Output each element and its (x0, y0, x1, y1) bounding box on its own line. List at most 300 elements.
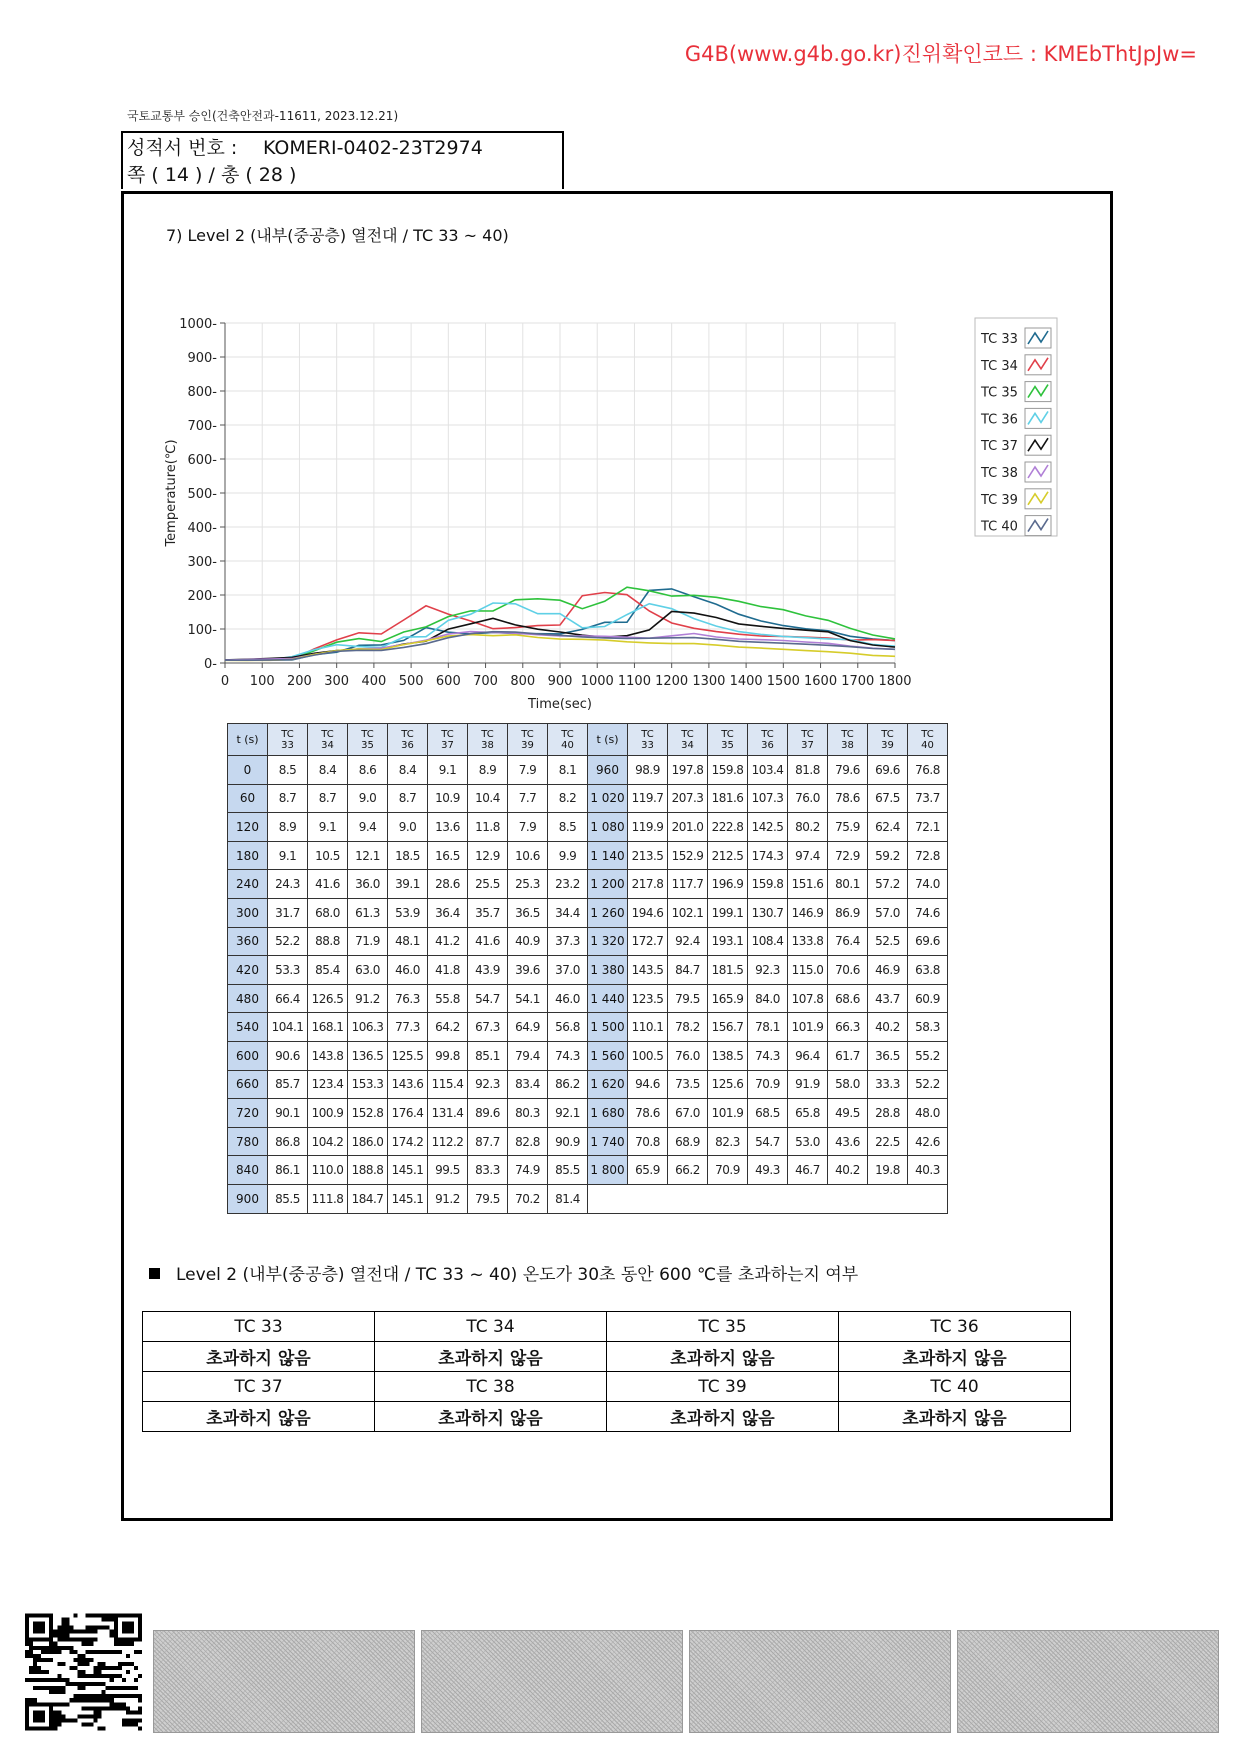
value-cell: 66.3 (828, 1013, 868, 1042)
value-cell: 76.3 (388, 984, 428, 1013)
time-cell: 1 800 (588, 1156, 628, 1185)
value-cell: 61.7 (828, 1041, 868, 1070)
time-cell: 1 440 (588, 984, 628, 1013)
qr-module (134, 1694, 138, 1698)
value-cell: 40.2 (868, 1013, 908, 1042)
qr-module (81, 1654, 85, 1658)
qr-module (49, 1678, 53, 1682)
qr-module (110, 1686, 114, 1690)
qr-module (65, 1622, 69, 1626)
value-cell: 111.8 (308, 1184, 348, 1213)
time-cell: 0 (228, 756, 268, 785)
y-tick-label: 0- (204, 657, 217, 672)
qr-module (130, 1710, 134, 1714)
qr-module (61, 1638, 65, 1642)
qr-module (134, 1718, 138, 1722)
value-cell: 83.4 (508, 1070, 548, 1099)
qr-module (98, 1666, 102, 1670)
tc-header: TC 35 (348, 724, 388, 756)
page-info: 쪽 ( 14 ) / 총 ( 28 ) (127, 164, 297, 186)
qr-module (57, 1646, 61, 1650)
qr-module (65, 1678, 69, 1682)
value-cell: 76.0 (788, 784, 828, 813)
qr-module (29, 1650, 33, 1654)
value-cell: 100.9 (308, 1099, 348, 1128)
qr-module (106, 1694, 110, 1698)
value-cell: 91.2 (428, 1184, 468, 1213)
value-cell: 125.5 (388, 1041, 428, 1070)
value-cell: 76.4 (828, 927, 868, 956)
time-cell: 900 (228, 1184, 268, 1213)
qr-module (118, 1702, 122, 1706)
value-cell: 8.9 (268, 813, 308, 842)
value-cell: 25.5 (468, 870, 508, 899)
qr-module (98, 1626, 102, 1630)
qr-module (126, 1662, 130, 1666)
result-tc-label: TC 33 (143, 1312, 375, 1342)
qr-module (65, 1634, 69, 1638)
tc-header: TC 36 (388, 724, 428, 756)
qr-module (61, 1626, 65, 1630)
qr-module (61, 1678, 65, 1682)
value-cell: 104.2 (308, 1127, 348, 1156)
value-cell: 70.2 (508, 1184, 548, 1213)
y-tick-label: 700- (187, 419, 217, 434)
qr-module (134, 1722, 138, 1726)
value-cell: 100.5 (628, 1041, 668, 1070)
report-no-label: 성적서 번호 : (127, 137, 238, 159)
qr-module (61, 1646, 65, 1650)
x-tick-label: 700 (473, 674, 498, 689)
qr-module (45, 1650, 49, 1654)
qr-module (94, 1650, 98, 1654)
value-cell: 91.2 (348, 984, 388, 1013)
value-cell: 10.9 (428, 784, 468, 813)
value-cell: 77.3 (388, 1013, 428, 1042)
time-cell: 660 (228, 1070, 268, 1099)
qr-module (65, 1702, 69, 1706)
value-cell: 46.0 (548, 984, 588, 1013)
x-tick-label: 300 (324, 674, 350, 689)
value-cell: 92.3 (748, 956, 788, 985)
value-cell: 145.1 (388, 1156, 428, 1185)
table-row (228, 1013, 948, 1042)
value-cell: 57.0 (868, 898, 908, 927)
value-cell: 10.5 (308, 841, 348, 870)
qr-module (106, 1666, 110, 1670)
qr-module (98, 1710, 102, 1714)
qr-module (94, 1710, 98, 1714)
x-tick-label: 1500 (766, 674, 800, 689)
value-cell: 68.6 (828, 984, 868, 1013)
time-cell: 240 (228, 870, 268, 899)
qr-module (41, 1670, 45, 1674)
qr-module (73, 1682, 77, 1686)
qr-module (106, 1698, 110, 1702)
qr-module (138, 1698, 142, 1702)
value-cell: 70.6 (828, 956, 868, 985)
result-tc-label: TC 39 (607, 1372, 839, 1402)
value-cell: 41.2 (428, 927, 468, 956)
qr-module (57, 1662, 61, 1666)
result-value: 초과하지 않음 (607, 1342, 839, 1372)
qr-module (57, 1630, 61, 1634)
qr-module (86, 1638, 90, 1642)
value-cell: 70.9 (708, 1156, 748, 1185)
time-cell: 600 (228, 1041, 268, 1070)
value-cell: 174.2 (388, 1127, 428, 1156)
value-cell: 57.2 (868, 870, 908, 899)
qr-module (53, 1722, 57, 1726)
qr-module (130, 1718, 134, 1722)
qr-module (90, 1694, 94, 1698)
value-cell: 102.1 (668, 898, 708, 927)
table-row (228, 784, 948, 813)
qr-module (118, 1706, 122, 1710)
time-cell: 1 080 (588, 813, 628, 842)
value-cell: 85.7 (268, 1070, 308, 1099)
value-cell: 217.8 (628, 870, 668, 899)
qr-module (118, 1650, 122, 1654)
value-cell: 8.6 (348, 756, 388, 785)
qr-module (25, 1654, 29, 1658)
y-tick-label: 600- (187, 453, 217, 468)
qr-module (134, 1666, 138, 1670)
qr-module (110, 1614, 114, 1618)
qr-module (65, 1682, 69, 1686)
x-tick-label: 0 (220, 674, 230, 689)
value-cell: 79.4 (508, 1041, 548, 1070)
qr-module (126, 1670, 130, 1674)
x-tick-label: 1300 (692, 674, 726, 689)
result-value: 초과하지 않음 (839, 1402, 1071, 1432)
value-cell: 104.1 (268, 1013, 308, 1042)
qr-module (130, 1662, 134, 1666)
qr-module (130, 1642, 134, 1646)
qr-module (69, 1630, 73, 1634)
table-row (228, 1070, 948, 1099)
table-row (228, 756, 948, 785)
table-row (228, 898, 948, 927)
value-cell: 46.9 (868, 956, 908, 985)
result-value: 초과하지 않음 (839, 1342, 1071, 1372)
value-cell: 88.8 (308, 927, 348, 956)
qr-module (86, 1714, 90, 1718)
value-cell: 188.8 (348, 1156, 388, 1185)
qr-module (29, 1698, 33, 1702)
qr-module (57, 1650, 61, 1654)
qr-module (98, 1662, 102, 1666)
value-cell: 119.7 (628, 784, 668, 813)
qr-module (90, 1642, 94, 1646)
value-cell: 89.6 (468, 1099, 508, 1128)
qr-module (90, 1682, 94, 1686)
legend-label: TC 34 (981, 358, 1018, 374)
value-cell: 22.5 (868, 1127, 908, 1156)
value-cell: 143.6 (388, 1070, 428, 1099)
value-cell: 59.2 (868, 841, 908, 870)
value-cell: 119.9 (628, 813, 668, 842)
qr-module (110, 1698, 114, 1702)
result-tc-label: TC 36 (839, 1312, 1071, 1342)
value-cell: 207.3 (668, 784, 708, 813)
qr-module (130, 1694, 134, 1698)
x-tick-label: 800 (510, 674, 536, 689)
value-cell: 64.2 (428, 1013, 468, 1042)
qr-module (118, 1642, 122, 1646)
value-cell: 43.7 (868, 984, 908, 1013)
y-axis-label: Temperature(℃) (164, 439, 179, 547)
value-cell: 143.8 (308, 1041, 348, 1070)
result-tc-label: TC 35 (607, 1312, 839, 1342)
qr-module (49, 1686, 53, 1690)
qr-module (33, 1662, 37, 1666)
value-cell: 74.9 (508, 1156, 548, 1185)
value-cell: 79.5 (468, 1184, 508, 1213)
qr-module (73, 1694, 77, 1698)
qr-module (77, 1714, 81, 1718)
qr-module (94, 1614, 98, 1618)
value-cell: 186.0 (348, 1127, 388, 1156)
qr-module (45, 1646, 49, 1650)
qr-module (138, 1706, 142, 1710)
value-cell: 72.8 (908, 841, 948, 870)
tc-header: TC 39 (508, 724, 548, 756)
value-cell: 72.9 (828, 841, 868, 870)
qr-module (126, 1642, 130, 1646)
value-cell: 49.5 (828, 1099, 868, 1128)
qr-module (122, 1706, 126, 1710)
value-cell: 48.1 (388, 927, 428, 956)
time-cell: 1 020 (588, 784, 628, 813)
qr-module (110, 1678, 114, 1682)
qr-module (77, 1654, 81, 1658)
qr-module (126, 1694, 130, 1698)
x-tick-label: 1200 (655, 674, 689, 689)
qr-module (106, 1674, 110, 1678)
qr-module (81, 1630, 85, 1634)
value-cell: 85.4 (308, 956, 348, 985)
qr-module (29, 1678, 33, 1682)
value-cell: 174.3 (748, 841, 788, 870)
value-cell: 49.3 (748, 1156, 788, 1185)
value-cell: 52.2 (908, 1070, 948, 1099)
qr-module (94, 1638, 98, 1642)
value-cell: 159.8 (748, 870, 788, 899)
qr-module (61, 1630, 65, 1634)
qr-module (65, 1630, 69, 1634)
tc-header: TC 33 (628, 724, 668, 756)
tc-header: TC 37 (428, 724, 468, 756)
table-row (228, 927, 948, 956)
section-title: 7) Level 2 (내부(중공층) 열전대 / TC 33 ~ 40) (166, 226, 509, 245)
value-cell: 73.7 (908, 784, 948, 813)
y-tick-label: 900- (187, 351, 217, 366)
qr-module (41, 1658, 45, 1662)
value-cell: 86.9 (828, 898, 868, 927)
value-cell: 8.7 (308, 784, 348, 813)
value-cell: 78.6 (828, 784, 868, 813)
qr-module (126, 1710, 130, 1714)
value-cell: 8.7 (268, 784, 308, 813)
qr-module (122, 1662, 126, 1666)
x-tick-label: 500 (398, 674, 424, 689)
value-cell: 117.7 (668, 870, 708, 899)
value-cell: 212.5 (708, 841, 748, 870)
value-cell: 66.2 (668, 1156, 708, 1185)
qr-module (138, 1718, 142, 1722)
qr-module (33, 1658, 37, 1662)
value-cell: 80.2 (788, 813, 828, 842)
table-row (228, 870, 948, 899)
value-cell: 19.8 (868, 1156, 908, 1185)
legend-label: TC 33 (981, 332, 1018, 347)
qr-module (138, 1710, 142, 1714)
qr-module (130, 1686, 134, 1690)
qr-module (45, 1686, 49, 1690)
qr-module (37, 1646, 41, 1650)
value-cell: 181.5 (708, 956, 748, 985)
y-tick-label: 800- (187, 385, 217, 400)
qr-module (134, 1710, 138, 1714)
temperature-chart (155, 305, 1065, 719)
value-cell: 34.4 (548, 898, 588, 927)
data-table (227, 723, 948, 1214)
qr-module (94, 1682, 98, 1686)
value-cell: 72.1 (908, 813, 948, 842)
time-cell: 1 620 (588, 1070, 628, 1099)
value-cell: 152.8 (348, 1099, 388, 1128)
qr-module (102, 1690, 106, 1694)
qr-module (94, 1698, 98, 1702)
qr-module (37, 1670, 41, 1674)
result-value: 초과하지 않음 (607, 1402, 839, 1432)
value-cell: 10.6 (508, 841, 548, 870)
value-cell: 85.5 (548, 1156, 588, 1185)
value-cell: 136.5 (348, 1041, 388, 1070)
qr-module (37, 1666, 41, 1670)
value-cell: 92.3 (468, 1070, 508, 1099)
value-cell: 36.0 (348, 870, 388, 899)
value-cell: 39.6 (508, 956, 548, 985)
value-cell: 24.3 (268, 870, 308, 899)
time-cell: 60 (228, 784, 268, 813)
value-cell: 84.7 (668, 956, 708, 985)
qr-module (57, 1634, 61, 1638)
qr-module (25, 1698, 29, 1702)
qr-module (102, 1662, 106, 1666)
security-pattern-3 (689, 1630, 951, 1733)
value-cell: 9.1 (308, 813, 348, 842)
qr-module (90, 1722, 94, 1726)
legend-label: TC 38 (981, 466, 1018, 481)
value-cell: 84.0 (748, 984, 788, 1013)
qr-module (102, 1626, 106, 1630)
value-cell: 86.8 (268, 1127, 308, 1156)
qr-module (57, 1678, 61, 1682)
value-cell: 8.9 (468, 756, 508, 785)
value-cell: 78.6 (628, 1099, 668, 1128)
value-cell: 35.7 (468, 898, 508, 927)
qr-module (98, 1682, 102, 1686)
value-cell: 143.5 (628, 956, 668, 985)
value-cell: 58.0 (828, 1070, 868, 1099)
value-cell: 67.0 (668, 1099, 708, 1128)
qr-module (114, 1686, 118, 1690)
qr-module (77, 1662, 81, 1666)
qr-module (49, 1650, 53, 1654)
value-cell: 63.0 (348, 956, 388, 985)
qr-module (73, 1658, 77, 1662)
qr-module (126, 1722, 130, 1726)
value-cell: 115.0 (788, 956, 828, 985)
value-cell: 68.0 (308, 898, 348, 927)
x-tick-label: 1700 (841, 674, 875, 689)
value-cell: 36.4 (428, 898, 468, 927)
legend-label: TC 40 (981, 519, 1018, 535)
tc-header: TC 34 (668, 724, 708, 756)
qr-module (86, 1642, 90, 1646)
value-cell: 52.5 (868, 927, 908, 956)
qr-module (73, 1638, 77, 1642)
qr-module (102, 1618, 106, 1622)
qr-module (122, 1694, 126, 1698)
qr-module (37, 1686, 41, 1690)
value-cell: 165.9 (708, 984, 748, 1013)
table-row (228, 813, 948, 842)
qr-module (53, 1646, 57, 1650)
qr-module (33, 1654, 37, 1658)
value-cell: 9.1 (428, 756, 468, 785)
value-cell: 65.9 (628, 1156, 668, 1185)
value-cell: 176.4 (388, 1099, 428, 1128)
value-cell: 9.9 (548, 841, 588, 870)
y-tick-label: 200- (187, 589, 217, 604)
result-tc-label: TC 37 (143, 1372, 375, 1402)
qr-module (77, 1630, 81, 1634)
value-cell: 9.0 (388, 813, 428, 842)
value-cell: 7.9 (508, 756, 548, 785)
qr-module (53, 1634, 57, 1638)
qr-module (77, 1674, 81, 1678)
value-cell: 12.9 (468, 841, 508, 870)
value-cell: 82.3 (708, 1127, 748, 1156)
qr-module (86, 1694, 90, 1698)
x-tick-label: 400 (361, 674, 387, 689)
y-tick-label: 500- (187, 487, 217, 502)
qr-module (114, 1706, 118, 1710)
qr-module (86, 1674, 90, 1678)
value-cell: 90.9 (548, 1127, 588, 1156)
value-cell: 153.3 (348, 1070, 388, 1099)
value-cell: 70.8 (628, 1127, 668, 1156)
tc-header: TC 40 (908, 724, 948, 756)
value-cell: 96.4 (788, 1041, 828, 1070)
value-cell: 11.8 (468, 813, 508, 842)
value-cell: 74.0 (908, 870, 948, 899)
value-cell: 82.8 (508, 1127, 548, 1156)
value-cell: 142.5 (748, 813, 788, 842)
time-cell: 300 (228, 898, 268, 927)
qr-module (25, 1642, 29, 1646)
qr-module (81, 1658, 85, 1662)
approval-note: 국토교통부 승인(건축안전과-11611, 2023.12.21) (127, 109, 399, 123)
value-cell: 61.3 (348, 898, 388, 927)
result-value: 초과하지 않음 (143, 1402, 375, 1432)
qr-module (94, 1626, 98, 1630)
value-cell: 43.9 (468, 956, 508, 985)
qr-module (57, 1638, 61, 1642)
